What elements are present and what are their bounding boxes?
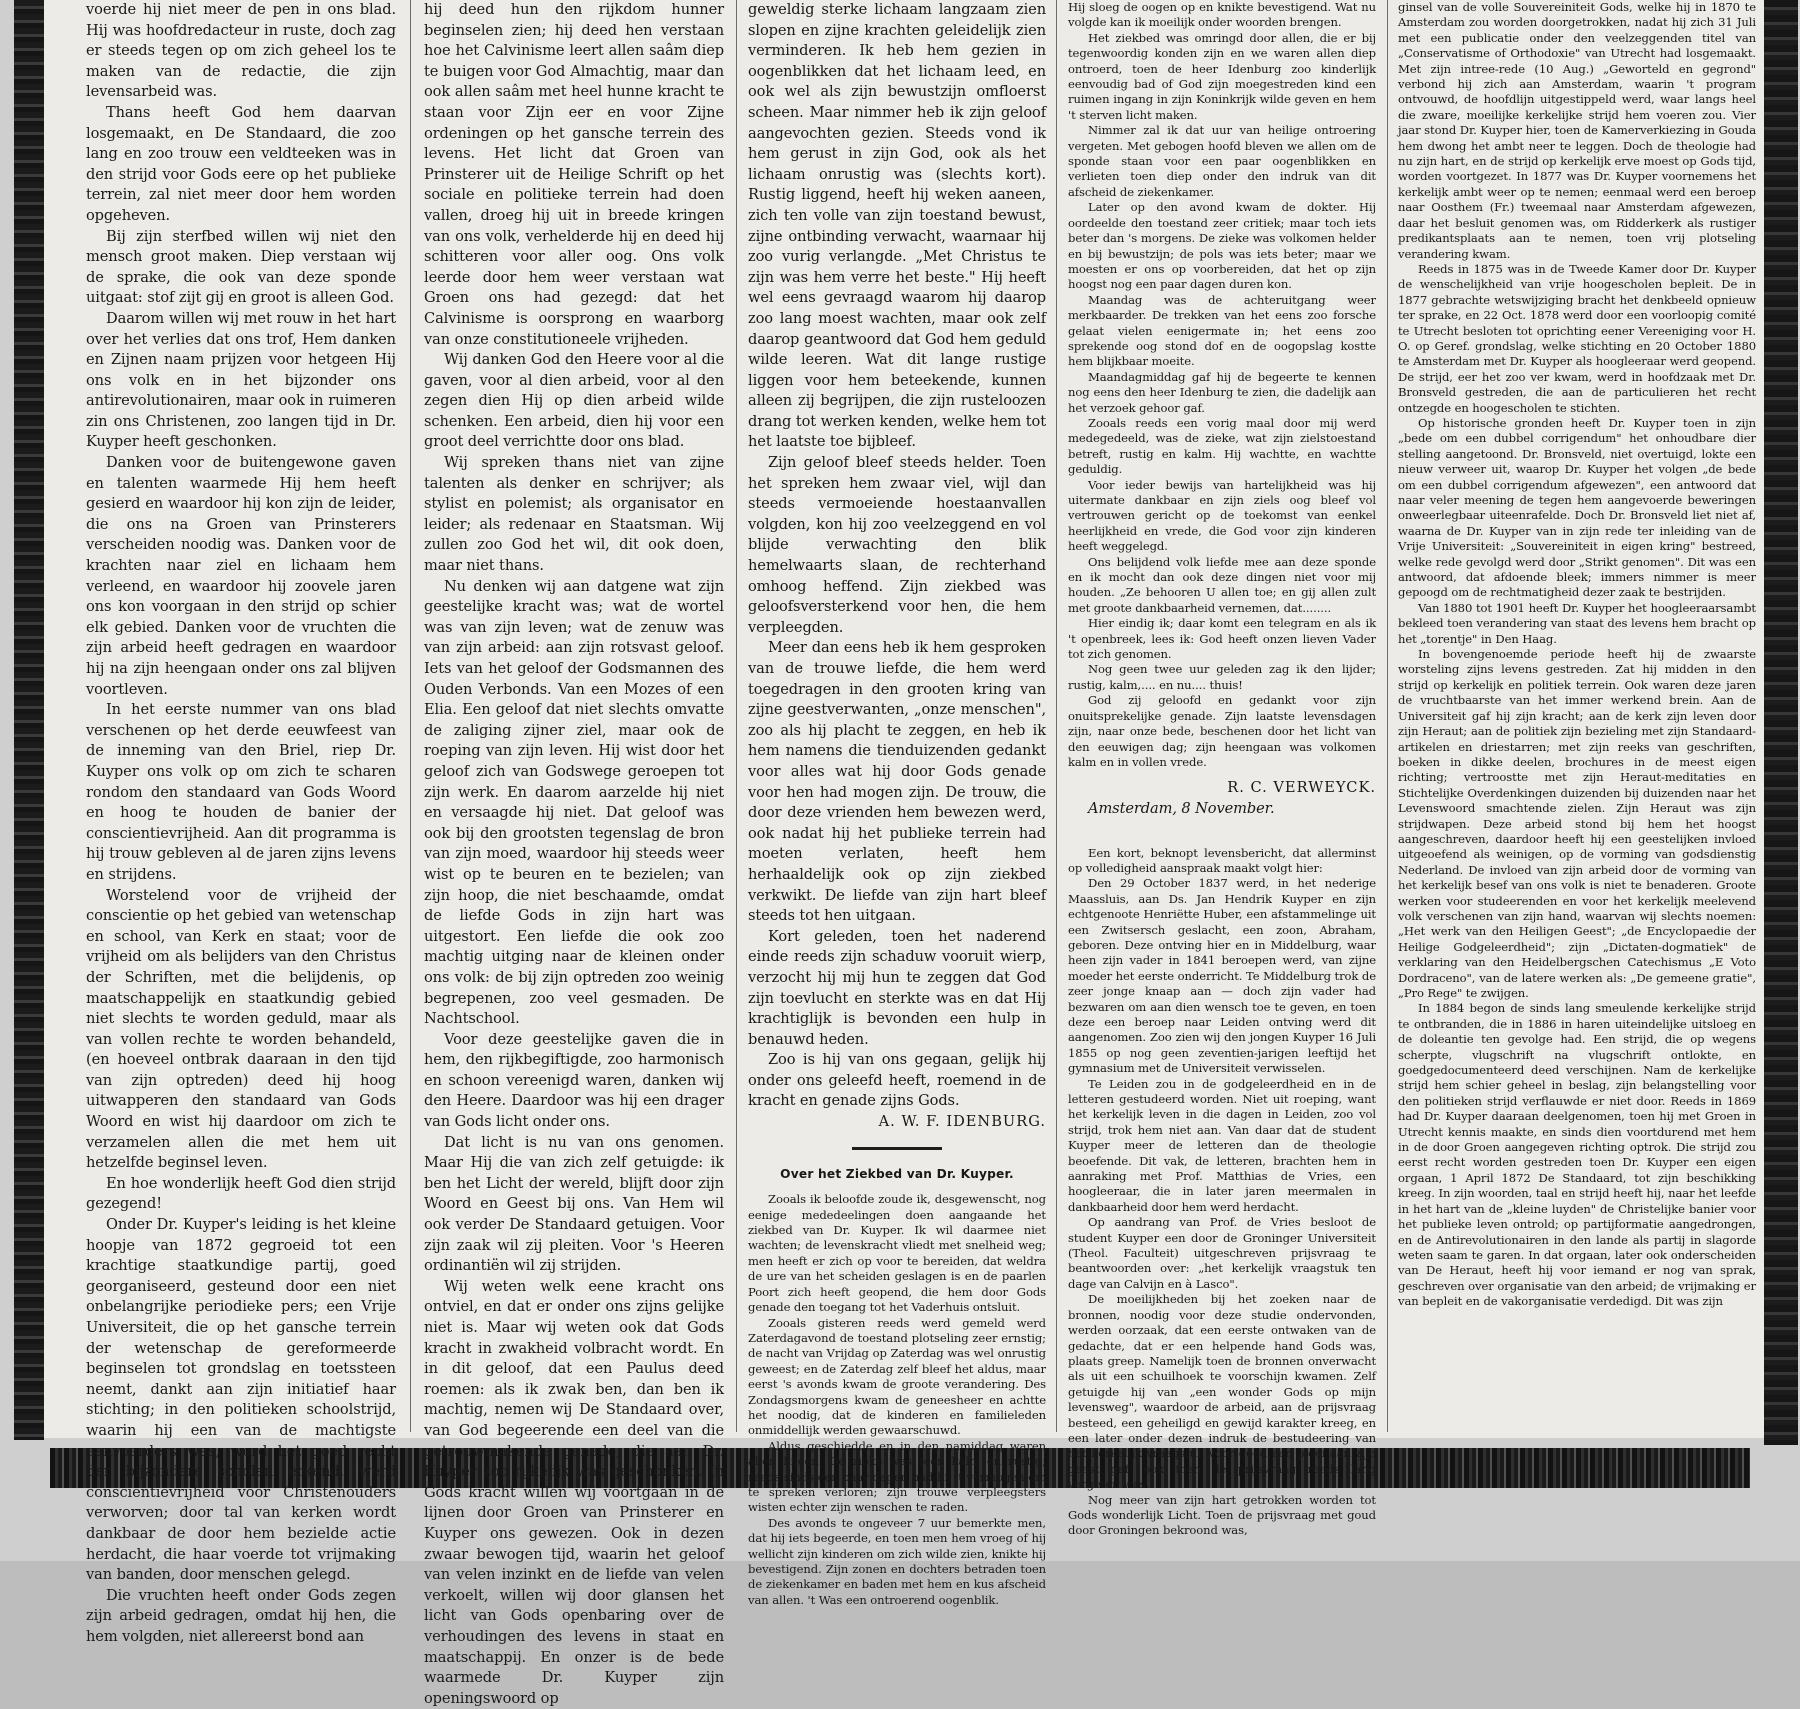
paragraph: Hij sloeg de oogen op en knikte bevestigend. Wat nu volgde kan ik moeilijk onder woorden brengen.	[1068, 0, 1376, 30]
paragraph: Des avonds te ongeveer 7 uur bemerkte men, dat hij iets begeerde, en toen men hem vroeg of hij wellicht zijn kinderen om zich wilde zien, knikte hij bevestigend. Zijn zonen en dochters betraden toen de ziekenkamer en baden met hem en kus afscheid van allen. 't Was een ontroerend oogenblik.	[748, 1515, 1046, 1607]
paragraph: Een kort, beknopt levensbericht, dat allerminst op volledigheid aanspraak maakt volgt hier:	[1068, 845, 1376, 875]
paragraph: Wij weten welk eene kracht ons ontviel, en dat er onder ons zijns gelijke niet is. Maar wij weten ook dat Gods kracht in zwakheid volbracht wordt. En in dit geloof, dat een Paulus deed roemen: als ik zwak ben, dan ben ik machtig, nemen wij De Standaard over, van God begeerende een deel van die getrouwmakende genade, die aan Dr. Kuyper zoo rijkelijk was geschonken. In Gods kracht willen wij voortgaan in de lijnen door Groen van Prinsterer en Kuyper ons gewezen. Ook in dezen zwaar bewogen tijd, waarin het geloof van velen inzinkt en de liefde van velen verkoelt, willen wij door glansen het licht van Gods openbaring over de verhoudingen des levens in staat en maatschappij. En onzer is de bede waarmede Dr. Kuyper zijn openingswoord op	[424, 1277, 724, 1707]
paragraph: Worstelend voor de vrijheid der conscientie op het gebied van wetenschap en school, van Kerk en staat; voor de vrijheid om als belijders van den Christus der Schriften, met die belijdenis, op maatschappelijk en staatkundig gebied niet slechts te worden geduld, maar als van vollen rechte te worden behandeld, (en hoeveel ontbrak daaraan in den tijd van zijn optreden) deed hij hoog uitwapperen den standaard van Gods Woord en wist hij daardoor om zich te verzamelen allen die met hem uit hetzelfde beginsel leven.	[86, 886, 396, 1172]
paragraph: Wij spreken thans niet van zijne talenten als denker en schrijver; als stylist en polemist; als organisator en leider; als redenaar en Staatsman. Wij zullen zoo God het wil, dit ook doen, maar niet thans.	[424, 454, 724, 575]
paragraph: De moeilijkheden bij het zoeken naar de bronnen, noodig voor deze studie ondervonden, werden oorzaak, dat een eerste ontwaken van de gedachte, dat er een helpende hand Gods was, plaats greep. Namelijk toen de bronnen onverwacht als uit een schuilhoek te voorschijn kwamen. Zelf getuigde hij van „een wonder Gods op mijn levensweg", waardoor de arbeid, aan de prijsvraag besteed, een geheiligd en gewijd karakter kreeg, en een later onder dezen indruk de bestudeering van het kerkelijk vraagstuk voor goed een ploei aan zijn geest gaf, ook toen de prijsvraag reeds lang vergeten was.	[1068, 1292, 1376, 1492]
paragraph: Op aandrang van Prof. de Vries besloot de student Kuyper een door de Groninger Universiteit (Theol. Faculteit) uitgeschreven prijsvraag te beantwoorden over: „het kerkelijk vraagstuk ten dage van Calvijn en à Lasco".	[1068, 1215, 1376, 1291]
paragraph: Nog geen twee uur geleden zag ik den lijder; rustig, kalm,.... en nu.... thuis!	[1068, 662, 1376, 692]
place-date: Amsterdam, 8 November.	[1088, 799, 1275, 817]
paragraph: Zooals ik beloofde zoude ik, desgewenscht, nog eenige mededeelingen doen aangaande het ziekbed van Dr. Kuyper. Ik wil daarmee niet wachten; de levenskracht vliedt met snelheid weg; men heeft er zich op voor te bereiden, dat weldra de ure van het scheiden geslagen is en de paarlen Poort zich heeft geopend, die hem door Gods genade den toegang tot het Vaderhuis ontsluit.	[748, 1192, 1046, 1315]
signature-verweyck: R. C. VERWEYCK.	[1227, 779, 1376, 797]
paragraph: Voor deze geestelijke gaven die in hem, den rijkbegiftigde, zoo harmonisch en schoon vereenigd waren, danken wij den Heere. Daardoor was hij een drager van Gods licht onder ons.	[424, 1030, 724, 1131]
scan-border-left	[14, 0, 44, 1440]
paragraph: In bovengenoemde periode heeft hij de zwaarste worsteling zijns levens gestreden. Zat hij midden in den strijd op kerkelijk en politiek terrein. Ook waren deze jaren de vruchtbaarste van het immer werkend brein. Aan de Universiteit gaf hij zijn kracht; aan de kerk zijn leven door zijn Heraut; aan de politiek zijn bezieling met zijn Standaard-artikelen en driestarren; met zijn reeks van geschriften, boeken in dikke deelen, brochures in de meest eigen richting; vertroostte met zijn Heraut-meditaties en Stichtelijke Overdenkingen duizenden bij duizenden naar het Levenswoord smachtende zielen. Zijn Heraut was zijn strijdwapen. Deze arbeid stond bij hem het hoogst aangeschreven, daardoor heeft hij een geestelijken invloed uitgeoefend als weinigen, op de vorming van godsdienstig Nederland. De invloed van zijn arbeid door de vorming van het kerkelijk besef van ons volk is niet te benaderen. Groote werken voor studeerenden en voor het kerkelijk meelevend volk verschenen van zijn hand, waarvan wij slechts noemen: „Het werk van den Heiligen Geest"; „de Encyclopaedie der Heilige Godgeleerdheid"; zijn „Dictaten-dogmatiek" de verklaring van den Heidelbergschen Catechismus „E Voto Dordraceno", van de latere werken als: „De gemeene gratie", „Pro Rege" te zwijgen.	[1398, 647, 1756, 1000]
paragraph: En hoe wonderlijk heeft God dien strijd gezegend!	[86, 1174, 396, 1213]
paragraph: Thans heeft God hem daarvan losgemaakt, en De Standaard, die zoo lang en zoo trouw een veldteeken was in den strijd voor Gods eere op het publieke terrein, zal niet meer door hem worden opgeheven.	[86, 103, 396, 224]
paragraph: Hier eindig ik; daar komt een telegram en als ik 't openbreek, lees ik: God heeft onzen lieven Vader tot zich genomen.	[1068, 616, 1376, 662]
section-rule	[852, 1147, 942, 1150]
column-divider	[410, 0, 411, 1432]
paragraph: voerde hij niet meer de pen in ons blad. Hij was hoofdredacteur in ruste, doch zag er steeds tegen op om zich geheel los te maken van de redactie, die zijn levensarbeid was.	[86, 1, 396, 101]
paragraph: Onder Dr. Kuyper's leiding is het kleine hoopje van 1872 gegroeid tot een krachtige staatkundige partij, goed georganiseerd, gesteund door een niet onbelangrijke periodieke pers; een Vrije Universiteit, die op het gansche terrein der wetenschap de gereformeerde beginselen tot grondslag en toetssteen neemt, dankt aan zijn initiatief haar stichting; in den politieken schoolstrijd, waarin hij een van de machtigste aanvoerders was, werd het goed recht der bijzondere scholen erkend, werd conscientievrijheid voor Christenouders verworven; door tal van kerken wordt dankbaar de door hem bezielde actie herdacht, die haar voerde tot vrijmaking van banden, door menschen gelegd.	[86, 1216, 396, 1584]
paragraph: Den 29 October 1837 werd, in het nederige Maassluis, aan Ds. Jan Hendrik Kuyper en zijn echtgenoote Henriëtte Huber, een afstammelinge uit een Zwitsersch geslacht, een zoon, Abraham, geboren. Deze ontving hier en in Middelburg, waar heen zijn vader in 1841 beroepen werd, van zijne moeder het eerste onderricht. Te Middelburg trok de zeer jonge knaap aan — doch zijn vader had bezwaren om aan dien wensch toe te geven, en toen deze een beroep naar Leiden ontving werd dit aangenomen. Zoo zien wij den jongen Kuyper 16 Juli 1855 op nog geen zeventien-jarigen leeftijd het gymnasium met de Universiteit verwisselen.	[1068, 876, 1376, 1076]
paragraph: Daarom willen wij met rouw in het hart over het verlies dat ons trof, Hem danken en Zijnen naam prijzen voor hetgeen Hij ons volk en in het bijzonder ons antirevolutionairen, maar ook in ruimeren zin ons Christenen, zoo langen tijd in Dr. Kuyper heeft geschonken.	[86, 309, 396, 451]
column-3	[748, 0, 1046, 1607]
paragraph: Op historische gronden heeft Dr. Kuyper toen in zijn „bede om een dubbel corrigendum" het onhoudbare dier stelling aangetoond. Dr. Bronsveld, niet overtuigd, lokte een nieuw verweer uit, waarop Dr. Kuyper het volgen „de bede om een dubbel corrigendum afgewezen", een antwoord dat naar veler meening de tegen hem aangevoerde beweringen onweerlegbaar uiteenrafelde. Doch Dr. Bronsveld liet niet af, waarna de Dr. Kuyper van in zijn rede ter inleiding van de Vrije Universiteit: „Souvereiniteit in eigen kring" bestreed, welke rede gevolgd werd door „Strikt genomen". Dit was een antwoord, dat afdoende bleek; immers nimmer is meer gepoogd om de rechtmatigheid dezer zaak te bestrijden.	[1398, 415, 1756, 600]
paragraph: Maandag was de achteruitgang weer merkbaarder. De trekken van het eens zoo forsche gelaat vielen eenigermate in; het eens zoo sprekende oog stond dof en de oogopslag kostte hem blijkbaar moeite.	[1068, 292, 1376, 369]
paragraph: Dat licht is nu van ons genomen. Maar Hij die van zich zelf getuigde: ik ben het Licht der wereld, blijft door zijn Woord en Geest bij ons. Van Hem wil ook verder De Standaard getuigen. Voor zijn zaak wil zij pleiten. Voor 's Heeren ordinantiën wil zij strijden.	[424, 1133, 724, 1275]
paragraph: Ons belijdend volk liefde mee aan deze sponde en ik mocht dan ook deze dingen niet voor mij houden. „Ze behooren U allen toe; en gij allen zult met groote dankbaarheid vernemen, dat........	[1068, 554, 1376, 615]
paragraph: Het ziekbed was omringd door allen, die er bij tegenwoordig konden zijn en we waren allen diep ontroerd, toen de heer Idenburg zoo kinderlijk eenvoudig bad of God zijn moegestreden kind een ruimen ingang in zijn Koninkrijk wilde geven en hem 't sterven licht maken.	[1068, 30, 1376, 122]
paragraph: Zooals reeds een vorig maal door mij werd medegedeeld, was de zieke, wat zijn zielstoestand betreft, rustig en kalm. Hij wachtte, en wachtte geduldig.	[1068, 415, 1376, 477]
paragraph: In 1884 begon de sinds lang smeulende kerkelijke strijd te ontbranden, die in 1886 in haren uiteindelijke uitsloeg en de doleantie ten gevolge had. Een strijd, die op wegens scherpte, vlugschrift na vlugschrift ontlokte, en goedgedocumenteerd deed verschijnen. Nam de kerkelijke strijd hem schier geheel in beslag, zijn belangstelling voor den politieken strijd verflauwde er niet door. Reeds in 1869 had Dr. Kuyper daaraan deelgenomen, toen hij met Groen in Utrecht kennis maakte, en sinds dien voortdurend met hem in de door Groen aangegeven richting optrok. Die strijd zou eerst recht worden gestreden toen Dr. Kuyper een eigen orgaan, 1 April 1872 De Standaard, tot zijn beschikking kreeg. In zijn woorden, taal en strijd heeft hij, naar het leefde in het hart van de „kleine luyden" de Christelijke banier voor het publieke leven ontrold; op partijformatie aangedrongen, en de Antirevolutionairen in den lande als partij in slagorde weten saam te garen. In dat orgaan, later ook onderscheiden van De Heraut, heeft hij voor iemand er nog van sprak, geschreven over organisatie van den arbeid; de vrijmaking er van bepleit en de vakorganisatie verdedigd. Dit was zijn	[1398, 1001, 1756, 1309]
paragraph: Reeds in 1875 was in de Tweede Kamer door Dr. Kuyper de wenschelijkheid van vrije hoogescholen bepleit. De in 1877 gebrachte wetswijziging bracht het denkbeeld opnieuw ter sprake, en 22 Oct. 1878 werd door een voorloopig comité te Utrecht besloten tot oprichting eener Vereeniging voor H. O. op Geref. grondslag, welke stichting en 20 October 1880 te Amsterdam met Dr. Kuyper als hoogleeraar werd geopend. De strijd, eer het zoo ver kwam, werd in hoofdzaak met Dr. Bronsveld gestreden, die aan de particulieren het recht ontzegde en hoogescholen te stichten.	[1398, 261, 1756, 415]
paragraph: Nimmer zal ik dat uur van heilige ontroering vergeten. Met gebogen hoofd bleven we allen om de sponde staan voor een paar oogenblikken en verlieten toen diep onder den indruk van dit afscheid de ziekenkamer.	[1068, 123, 1376, 199]
scan-border-right	[1764, 0, 1798, 1445]
paragraph: Zijn geloof bleef steeds helder. Toen het spreken hem zwaar viel, wijl dan steeds vermoeiende hoestaanvallen volgden, kon hij zoo veelzeggend en vol blijde verwachting den blik hemelwaarts slaan, de rechterhand omhoog heffend. Zijn ziekbed was geloofsversterkend voor hen, die hem verpleegden.	[748, 454, 1046, 636]
paragraph: Zooals gisteren reeds werd gemeld werd Zaterdagavond de toestand plotseling zeer ernstig; de nacht van Vrijdag op Zaterdag was wel onrustig geweest; en de Zaterdag zelf bleef het aldus, maar eerst 's avonds kwam de groote verandering. Des Zondagsmorgens kwam de geneesheer en achtte het noodig, dat de kinderen en familieleden onmiddellijk werden gewaarschuwd.	[748, 1315, 1046, 1438]
paragraph: Te Leiden zou in de godgeleerdheid en in de letteren gestudeerd worden. Niet uit roeping, want het kerkelijk leven in die dagen in Leiden, zoo vol strijd, trok hem niet aan. Van daar dat de student Kuyper meer de letteren dan de theologie beoefende. Dit vak, de letteren, brachten hem in aanraking met Prof. Matthias de Vries, een hoogleeraar, die in later jaren meermalen in dankbaarheid door hem werd herdacht.	[1068, 1076, 1376, 1214]
paragraph: In het eerste nummer van ons blad verschenen op het derde eeuwfeest van de inneming van den Briel, riep Dr. Kuyper ons volk op om zich te scharen rondom den standaard van Gods Woord en hoog te houden de banier der conscientievrijheid. Aan dit programma is hij trouw gebleven al de jaren zijns levens en strijdens.	[86, 701, 396, 883]
paragraph: Zoo is hij van ons gegaan, gelijk hij onder ons geleefd heeft, roemend in de kracht en genade zijns Gods.	[748, 1051, 1046, 1110]
section-heading-ziekbed: Over het Ziekbed van Dr. Kuyper.	[780, 1166, 1014, 1181]
paragraph: hij deed hun den rijkdom hunner beginselen zien; hij deed hen verstaan hoe het Calvinisme leert allen saâm diep te buigen voor God Almachtig, maar dan ook allen saâm met heel hunne kracht te staan voor Zijn eer en voor Zijne ordeningen op het gansche terrein des levens. Het licht dat Groen van Prinsterer uit de Heilige Schrift op het sociale en politieke terrein had doen vallen, droeg hij uit in breede kringen van ons volk, verhelderde hij en deed hij schitteren voor aller oog. Ons volk leerde door hem weer verstaan wat Groen ons had gezegd: dat het Calvinisme is oorsprong en waarborg van onze constitutioneele vrijheden.	[424, 1, 724, 348]
signature-idenburg: A. W. F. IDENBURG.	[878, 1113, 1046, 1131]
paragraph: Voor ieder bewijs van hartelijkheid was hij uitermate dankbaar en zijn ziels oog bleef vol vertrouwen gericht op de toekomst van eenkel heerlijkheid en vrede, die God voor zijn kinderen heeft weggelegd.	[1068, 477, 1376, 554]
paragraph: Danken voor de buitengewone gaven en talenten waarmede Hij hem heeft gesierd en waardoor hij kon zijn de leider, die ons na Groen van Prinsterers verscheiden noodig was. Danken voor de krachten naar ziel en lichaam hem verleend, en waardoor hij zoovele jaren ons kon voorgaan in den strijd op schier elk gebied. Danken voor de vruchten die zijn arbeid heeft gedragen en waardoor hij na zijn heengaan onder ons zal blijven voortleven.	[86, 454, 396, 698]
paragraph: Die vruchten heeft onder Gods zegen zijn arbeid gedragen, omdat hij hen, die hem volgden, niet allereerst bond aan	[86, 1586, 396, 1645]
paragraph: Maandagmiddag gaf hij de begeerte te kennen nog eens den heer Idenburg te zien, die dadelijk aan het verzoek gehoor gaf.	[1068, 369, 1376, 415]
paragraph: Meer dan eens heb ik hem gesproken van de trouwe liefde, die hem werd toegedragen in den grooten kring van zijne geestverwanten, „onze menschen", zoo als hij placht te zeggen, en heb ik hem namens die tienduizenden gedankt voor alles wat hij door Gods genade voor hen had mogen zijn. De trouw, die door deze vrienden hem bewezen werd, ook nadat hij het publieke terrein had moeten verlaten, heeft hem herhaaldelijk ook op zijn ziekbed verkwikt. De liefde van zijn hart bleef steeds tot hen uitgaan.	[748, 639, 1046, 925]
paragraph: ginsel van de volle Souvereiniteit Gods, welke hij in 1870 te Amsterdam zou worden doorgetrokken, nadat hij zich 31 Juli met een publicatie onder den veelzeggenden titel van „Conservatisme of Orthodoxie" van Utrecht had losgemaakt. Met zijn intree-rede (10 Aug.) „Geworteld en gegrond" verbond hij zich aan Amsterdam, waarin 't program ontvouwd, de hoofdlijn uitgestippeld werd, waar langs heel die zware, moeilijke kerkelijke strijd hem voeren zou. Vier jaar stond Dr. Kuyper hier, toen de Kamerverkiezing in Gouda hem dwong het ambt neer te leggen. Doch de theologie had nu zijn hart, en de strijd op kerkelijk erve moest op Gods tijd, worden voortgezet. In 1877 was Dr. Kuyper voornemens het kerkelijk ambt weer op te nemen; eenmaal werd een beroep naar Oosthem (Fr.) tweemaal naar Amsterdam afgewezen, daar het besluit genomen was, om Ridderkerk als rustiger predikantsplaats aan te nemen, toen vrij plotseling verandering kwam.	[1398, 0, 1756, 261]
column-divider	[1387, 0, 1388, 1432]
column-2	[424, 0, 724, 1707]
column-5	[1398, 0, 1756, 1430]
column-divider	[736, 0, 737, 1432]
paragraph: Wij danken God den Heere voor al die gaven, voor al dien arbeid, voor al den zegen dien Hij op dien arbeid wilde schenken. Een arbeid, dien hij voor een groot deel verrichtte door ons blad.	[424, 351, 724, 451]
column-divider	[1056, 0, 1057, 1432]
paragraph: Kort geleden, toen het naderend einde reeds zijn schaduw vooruit wierp, verzocht hij mij hun te zeggen dat God zijn toevlucht en sterkte was en dat Hij krachtiglijk is bevonden een hulp in benauwd heden.	[748, 927, 1046, 1048]
paragraph: Aldus geschiedde en in den namiddag waren allen bijeen. De zieke was toen kalm en rustig; reeds sinds een paar dagen had hij 't vermogen om te spreken verloren; zijn trouwe verpleegsters wisten echter zijn wenschen te raden.	[748, 1438, 1046, 1515]
paragraph: Nog meer van zijn hart getrokken worden tot Gods wonderlijk Licht. Toen de prijsvraag met goud door Groningen bekroond was,	[1068, 1492, 1376, 1538]
column-1	[86, 0, 396, 1645]
paragraph: geweldig sterke lichaam langzaam zien slopen en zijne krachten geleidelijk zien verminderen. Ik heb hem gezien in oogenblikken dat het lichaam leed, en ook wel als zijn bewustzijn omfloerst scheen. Maar nimmer heb ik zijn geloof aangevochten gezien. Steeds vond ik hem gerust in zijn God, ook als het lichaam onrustig was (slechts kort). Rustig liggend, heeft hij weken aaneen, zich ten volle van zijn toestand bewust, zijne ontbinding verwacht, waarnaar hij zoo vurig verlangde. „Met Christus te zijn was hem verre het beste." Hij heeft wel eens gevraagd waarom hij daarop zoo lang moest wachten, maar ook zelf daarop geantwoord dat God hem geduld wilde leeren. Wat dit lange rustige liggen voor hem beteekende, kunnen alleen zij begrijpen, die zijn rusteloozen drang tot werken kenden, welke hem tot het laatste toe bijbleef.	[748, 1, 1046, 451]
column-4	[1068, 0, 1376, 1538]
paragraph: Van 1880 tot 1901 heeft Dr. Kuyper het hoogleeraarsambt bekleed toen verandering van staat des levens hem bracht op het „torentje" in Den Haag.	[1398, 600, 1756, 646]
paragraph: Bij zijn sterfbed willen wij niet den mensch groot maken. Diep verstaan wij de sprake, die ook van deze sponde uitgaat: stof zijt gij en groot is alleen God.	[86, 227, 396, 307]
paragraph: Later op den avond kwam de dokter. Hij oordeelde den toestand zeer critiek; maar toch iets beter dan 's morgens. De zieke was volkomen helder en bij bewustzijn; de pols was iets beter; maar we moesten er ons op voorbereiden, dat het op zijn hoogst nog een paar dagen duren kon.	[1068, 200, 1376, 292]
paragraph: Nu denken wij aan datgene wat zijn geestelijke kracht was; wat de wortel was van zijn leven; wat de zenuw was van zijn arbeid: aan zijn rotsvast geloof. Iets van het geloof der Godsmannen des Ouden Verbonds. Van een Mozes of een Elia. Een geloof dat niet slechts omvatte de zaliging zijner ziel, maar ook de roeping van zijn leven. Hij wist door het geloof zich van Godswege geroepen tot zijn werk. En daarom aarzelde hij niet en versaagde hij niet. Dat geloof was ook bij den grootsten tegenslag de bron van zijn moed, waardoor hij steeds weer wist op te beuren en te bezielen; van zijn hoop, die niet beschaamde, omdat de liefde Gods in zijn hart was uitgestort. Een liefde die ook zoo machtig uitging naar de kleinen onder ons volk: de bij zijn optreden zoo weinig begrepenen, zoo veel gesmaden. De Nachtschool.	[424, 577, 724, 1028]
paragraph: God zij geloofd en gedankt voor zijn onuitsprekelijke genade. Zijn laatste levensdagen zijn, naar onze bede, beschenen door het licht van den eeuwigen dag; zijn heengaan was volkomen kalm en in vollen vrede.	[1068, 693, 1376, 769]
